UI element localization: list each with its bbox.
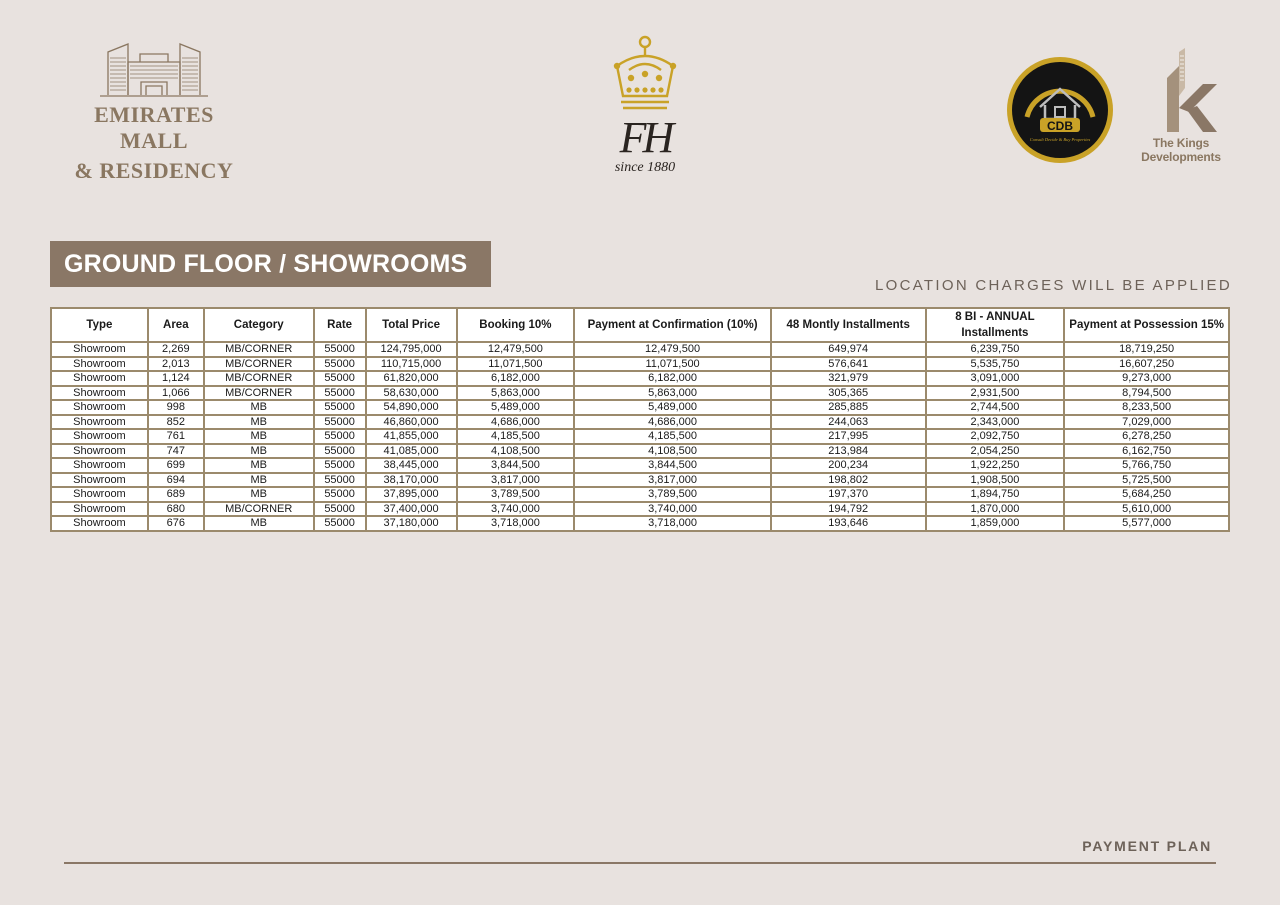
table-cell: 6,182,000 (574, 371, 771, 386)
table-cell: 37,400,000 (366, 502, 457, 517)
table-cell: 3,740,000 (457, 502, 575, 517)
table-cell: 11,071,500 (457, 357, 575, 372)
table-cell: 8,794,500 (1064, 386, 1229, 401)
table-row (51, 502, 1229, 517)
location-note: LOCATION CHARGES WILL BE APPLIED (874, 277, 1232, 294)
brand-name-line2: & RESIDENCY (74, 158, 234, 183)
column-header: Type (51, 308, 148, 342)
table-row (51, 516, 1229, 531)
table-cell: 11,071,500 (574, 357, 771, 372)
table-cell: Showroom (51, 400, 148, 415)
table-cell: 6,162,750 (1064, 444, 1229, 459)
table-cell: 213,984 (771, 444, 926, 459)
table-row (51, 371, 1229, 386)
table-cell: 200,234 (771, 458, 926, 473)
column-header: 8 BI - ANNUAL Installments (926, 308, 1065, 342)
table-cell: 2,343,000 (926, 415, 1065, 430)
table-cell: 1,066 (148, 386, 204, 401)
column-header: Payment at Possession 15% (1064, 308, 1229, 342)
table-cell: 285,885 (771, 400, 926, 415)
table-cell: 694 (148, 473, 204, 488)
table-cell: 54,890,000 (366, 400, 457, 415)
table-cell: 244,063 (771, 415, 926, 430)
table-cell: 5,489,000 (457, 400, 575, 415)
table-cell: Showroom (51, 502, 148, 517)
kings-k-icon (1141, 48, 1221, 134)
table-cell: MB (204, 400, 314, 415)
table-cell: 4,108,500 (574, 444, 771, 459)
table-cell: 5,684,250 (1064, 487, 1229, 502)
table-cell: 4,108,500 (457, 444, 575, 459)
table-cell: Showroom (51, 473, 148, 488)
table-cell: Showroom (51, 487, 148, 502)
table-cell: 3,718,000 (574, 516, 771, 531)
table-cell: 18,719,250 (1064, 342, 1229, 357)
table-cell: 747 (148, 444, 204, 459)
table-cell: 46,860,000 (366, 415, 457, 430)
table-cell: 4,686,000 (457, 415, 575, 430)
table-cell: 4,185,500 (457, 429, 575, 444)
table-cell: 1,922,250 (926, 458, 1065, 473)
table-cell: 5,863,000 (457, 386, 575, 401)
building-icon (100, 40, 208, 98)
table-row (51, 429, 1229, 444)
table-cell: 8,233,500 (1064, 400, 1229, 415)
table-cell: 5,725,500 (1064, 473, 1229, 488)
kings-name: The Kings Developments (1141, 136, 1221, 164)
table-cell: 576,641 (771, 357, 926, 372)
table-cell: 4,686,000 (574, 415, 771, 430)
table-cell: 41,855,000 (366, 429, 457, 444)
table-cell: 12,479,500 (574, 342, 771, 357)
column-header: Booking 10% (457, 308, 575, 342)
table-row (51, 357, 1229, 372)
kings-logo (1118, 48, 1244, 164)
table-cell: Showroom (51, 386, 148, 401)
table-row (51, 400, 1229, 415)
table-cell: 55000 (314, 458, 366, 473)
table-cell: 61,820,000 (366, 371, 457, 386)
emirates-mall-logo (64, 40, 244, 190)
table-cell: Showroom (51, 415, 148, 430)
table-header-row (51, 308, 1229, 342)
table-cell: MB (204, 487, 314, 502)
since-text: since 1880 (614, 160, 676, 175)
table-cell: 38,170,000 (366, 473, 457, 488)
table-cell: 217,995 (771, 429, 926, 444)
table-cell: 37,180,000 (366, 516, 457, 531)
column-header: Rate (314, 308, 366, 342)
table-cell: Showroom (51, 371, 148, 386)
table-cell: 5,535,750 (926, 357, 1065, 372)
table-cell: 55000 (314, 400, 366, 415)
table-cell: MB/CORNER (204, 502, 314, 517)
table-cell: 2,013 (148, 357, 204, 372)
table-cell: 194,792 (771, 502, 926, 517)
table-row (51, 342, 1229, 357)
table-cell: 3,789,500 (574, 487, 771, 502)
table-cell: 6,182,000 (457, 371, 575, 386)
table-cell: 55000 (314, 487, 366, 502)
table-cell: 124,795,000 (366, 342, 457, 357)
table-cell: 3,817,000 (574, 473, 771, 488)
table-cell: MB (204, 458, 314, 473)
table-cell: 7,029,000 (1064, 415, 1229, 430)
table-cell: 998 (148, 400, 204, 415)
table-cell: 5,489,000 (574, 400, 771, 415)
table-cell: 3,740,000 (574, 502, 771, 517)
table-cell: 1,859,000 (926, 516, 1065, 531)
table-cell: 3,844,500 (574, 458, 771, 473)
table-cell: Showroom (51, 444, 148, 459)
table-cell: 689 (148, 487, 204, 502)
table-cell: 198,802 (771, 473, 926, 488)
table-row (51, 444, 1229, 459)
table-cell: 55000 (314, 415, 366, 430)
table-cell: MB (204, 415, 314, 430)
table-cell: MB/CORNER (204, 357, 314, 372)
table-cell: 55000 (314, 357, 366, 372)
table-cell: 649,974 (771, 342, 926, 357)
table-cell: 5,610,000 (1064, 502, 1229, 517)
table-cell: 55000 (314, 386, 366, 401)
column-header: Total Price (366, 308, 457, 342)
table-cell: 55000 (314, 473, 366, 488)
footer-label: PAYMENT PLAN (1082, 838, 1212, 854)
table-cell: MB (204, 444, 314, 459)
table-cell: 16,607,250 (1064, 357, 1229, 372)
table-cell: 3,091,000 (926, 371, 1065, 386)
table-cell: Showroom (51, 516, 148, 531)
table-cell: MB/CORNER (204, 371, 314, 386)
table-cell: MB/CORNER (204, 342, 314, 357)
table-cell: 761 (148, 429, 204, 444)
table-cell: Showroom (51, 429, 148, 444)
table-cell: 9,273,000 (1064, 371, 1229, 386)
table-cell: 852 (148, 415, 204, 430)
table-cell: 680 (148, 502, 204, 517)
table-cell: 2,269 (148, 342, 204, 357)
table-cell: 6,239,750 (926, 342, 1065, 357)
table-cell: 2,092,750 (926, 429, 1065, 444)
table-cell: 37,895,000 (366, 487, 457, 502)
table-row (51, 473, 1229, 488)
table-cell: 3,789,500 (457, 487, 575, 502)
table-cell: MB (204, 473, 314, 488)
table-cell: 12,479,500 (457, 342, 575, 357)
table-row (51, 415, 1229, 430)
table-cell: 193,646 (771, 516, 926, 531)
table-cell: 55000 (314, 444, 366, 459)
cdb-badge (1005, 55, 1115, 165)
section-title: GROUND FLOOR / SHOWROOMS (50, 241, 491, 287)
table-cell: 110,715,000 (366, 357, 457, 372)
brand-name-line1: EMIRATES MALL (94, 102, 214, 153)
column-header: Payment at Confirmation (10%) (574, 308, 771, 342)
footer-divider (64, 862, 1216, 864)
table-cell: 5,863,000 (574, 386, 771, 401)
table-cell: 3,844,500 (457, 458, 575, 473)
table-row (51, 458, 1229, 473)
table-cell: 5,577,000 (1064, 516, 1229, 531)
table-cell: 1,124 (148, 371, 204, 386)
table-cell: Showroom (51, 342, 148, 357)
table-cell: 55000 (314, 371, 366, 386)
table-row (51, 487, 1229, 502)
table-cell: 55000 (314, 342, 366, 357)
table-cell: 2,931,500 (926, 386, 1065, 401)
crown-icon (603, 32, 687, 116)
table-cell: 197,370 (771, 487, 926, 502)
table-cell: 5,766,750 (1064, 458, 1229, 473)
cdb-tagline: Consult Decide & Buy Properties (1029, 137, 1091, 142)
fh-monogram: FH (619, 113, 671, 162)
table-cell: MB/CORNER (204, 386, 314, 401)
table-cell: 1,908,500 (926, 473, 1065, 488)
table-cell: 55000 (314, 429, 366, 444)
table-cell: 3,718,000 (457, 516, 575, 531)
table-cell: 55000 (314, 502, 366, 517)
table-cell: 305,365 (771, 386, 926, 401)
table-cell: MB (204, 429, 314, 444)
table-cell: 1,870,000 (926, 502, 1065, 517)
table-cell: 4,185,500 (574, 429, 771, 444)
column-header: Category (204, 308, 314, 342)
table-cell: Showroom (51, 357, 148, 372)
table-cell: 699 (148, 458, 204, 473)
fh-logo (585, 32, 705, 182)
table-cell: 58,630,000 (366, 386, 457, 401)
cdb-abbr: CDB (1047, 119, 1073, 133)
table-cell: 41,085,000 (366, 444, 457, 459)
table-cell: 3,817,000 (457, 473, 575, 488)
table-cell: 1,894,750 (926, 487, 1065, 502)
table-cell: 2,744,500 (926, 400, 1065, 415)
column-header: 48 Montly Installments (771, 308, 926, 342)
column-header: Area (148, 308, 204, 342)
table-cell: 6,278,250 (1064, 429, 1229, 444)
table-cell: 2,054,250 (926, 444, 1065, 459)
table-cell: 55000 (314, 516, 366, 531)
table-cell: 676 (148, 516, 204, 531)
table-row (51, 386, 1229, 401)
table-cell: 321,979 (771, 371, 926, 386)
table-cell: 38,445,000 (366, 458, 457, 473)
table-cell: Showroom (51, 458, 148, 473)
payment-table (50, 307, 1230, 532)
cdb-house-icon (1005, 55, 1115, 165)
table-cell: MB (204, 516, 314, 531)
